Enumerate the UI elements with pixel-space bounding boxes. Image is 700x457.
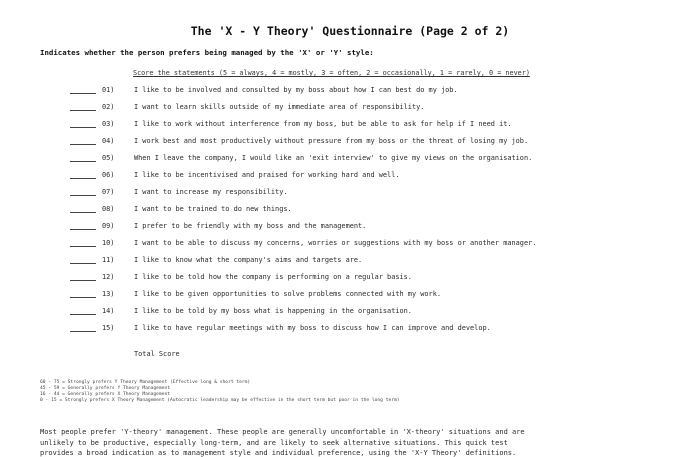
statement-row	[0, 306, 700, 323]
statement-text: I like to be told by my boss what is happening in the organisation.	[134, 307, 412, 315]
score-key-line: 60 - 75 = Strongly prefers Y Theory Management (Effective long & short term)	[40, 380, 251, 385]
score-blank[interactable]	[70, 280, 96, 281]
statement-row	[0, 187, 700, 204]
statement-row	[0, 102, 700, 119]
page-subtitle: Indicates whether the person prefers being managed by the 'X' or 'Y' style:	[40, 48, 374, 57]
statement-text: I want to be able to discuss my concerns, worries or suggestions with my boss or another manager.	[134, 239, 537, 247]
statement-text: I want to learn skills outside of my immediate area of responsibility.	[134, 103, 425, 111]
statement-row	[0, 85, 700, 102]
score-key-line: 45 - 59 = Generally prefers Y Theory Management	[40, 386, 170, 391]
statement-row	[0, 272, 700, 289]
score-blank[interactable]	[70, 297, 96, 298]
score-blank[interactable]	[70, 229, 96, 230]
statement-row	[0, 136, 700, 153]
explanation-line: Most people prefer 'Y-theory' management. These people are generally uncomfortable in 'X-theory' situations and are	[40, 428, 525, 436]
statement-text: I want to increase my responsibility.	[134, 188, 288, 196]
explanation-line: provides a broad indication as to management style and individual preference, using the 'X-Y Theory' definitions.	[40, 449, 517, 457]
statement-number: 05)	[102, 154, 115, 162]
statement-number: 11)	[102, 256, 115, 264]
statement-number: 09)	[102, 222, 115, 230]
statement-row	[0, 204, 700, 221]
score-blank[interactable]	[70, 127, 96, 128]
statement-number: 12)	[102, 273, 115, 281]
score-key-line: 16 - 44 = Generally prefers X Theory Management	[40, 392, 170, 397]
score-blank[interactable]	[70, 161, 96, 162]
statement-number: 10)	[102, 239, 115, 247]
statement-row	[0, 170, 700, 187]
statement-list	[0, 85, 700, 340]
score-key-line: 0 - 15 = Strongly prefers X Theory Management (Autocratic leadership may be effective in the short term but poor in the long term)	[40, 398, 400, 403]
statement-row	[0, 289, 700, 306]
statement-text: I like to be told how the company is performing on a regular basis.	[134, 273, 412, 281]
score-key	[40, 380, 400, 404]
statement-row	[0, 119, 700, 136]
statement-text: I like to be given opportunities to solve problems connected with my work.	[134, 290, 441, 298]
score-blank[interactable]	[70, 314, 96, 315]
score-blank[interactable]	[70, 144, 96, 145]
score-blank[interactable]	[70, 93, 96, 94]
total-score-label: Total Score	[134, 350, 180, 358]
statement-number: 01)	[102, 86, 115, 94]
statement-row	[0, 238, 700, 255]
statement-text: I like to know what the company's aims and targets are.	[134, 256, 363, 264]
explanation-paragraph	[40, 427, 648, 457]
page-title: The 'X - Y Theory' Questionnaire (Page 2 of 2)	[190, 24, 510, 38]
score-blank[interactable]	[70, 110, 96, 111]
score-blank[interactable]	[70, 263, 96, 264]
statement-number: 06)	[102, 171, 115, 179]
statement-row	[0, 153, 700, 170]
statement-number: 07)	[102, 188, 115, 196]
statement-text: I like to be involved and consulted by my boss about how I can best do my job.	[134, 86, 458, 94]
statement-number: 14)	[102, 307, 115, 315]
statement-number: 08)	[102, 205, 115, 213]
score-blank[interactable]	[70, 331, 96, 332]
statement-text: I like to work without interference from my boss, but be able to ask for help if I need it.	[134, 120, 512, 128]
statement-number: 02)	[102, 103, 115, 111]
score-blank[interactable]	[70, 212, 96, 213]
statement-number: 04)	[102, 137, 115, 145]
statement-row	[0, 255, 700, 272]
score-blank[interactable]	[70, 246, 96, 247]
statement-text: I prefer to be friendly with my boss and the management.	[134, 222, 367, 230]
statement-number: 13)	[102, 290, 115, 298]
statement-text: I work best and most productively without pressure from my boss or the threat of losing my job.	[134, 137, 529, 145]
statement-text: I want to be trained to do new things.	[134, 205, 292, 213]
statement-row	[0, 323, 700, 340]
statement-text: I like to be incentivised and praised for working hard and well.	[134, 171, 400, 179]
score-blank[interactable]	[70, 195, 96, 196]
statement-text: When I leave the company, I would like an 'exit interview' to give my views on the organisation.	[134, 154, 533, 162]
statement-number: 03)	[102, 120, 115, 128]
statement-row	[0, 221, 700, 238]
statement-number: 15)	[102, 324, 115, 332]
explanation-line: unlikely to be productive, especially long-term, and are likely to seek alternative situations. This quick test	[40, 438, 508, 447]
scoring-scale-instruction: Score the statements (5 = always, 4 = mostly, 3 = often, 2 = occasionally, 1 = rarely, 0 = never)	[133, 69, 530, 77]
score-blank[interactable]	[70, 178, 96, 179]
statement-text: I like to have regular meetings with my boss to discuss how I can improve and develop.	[134, 324, 491, 332]
